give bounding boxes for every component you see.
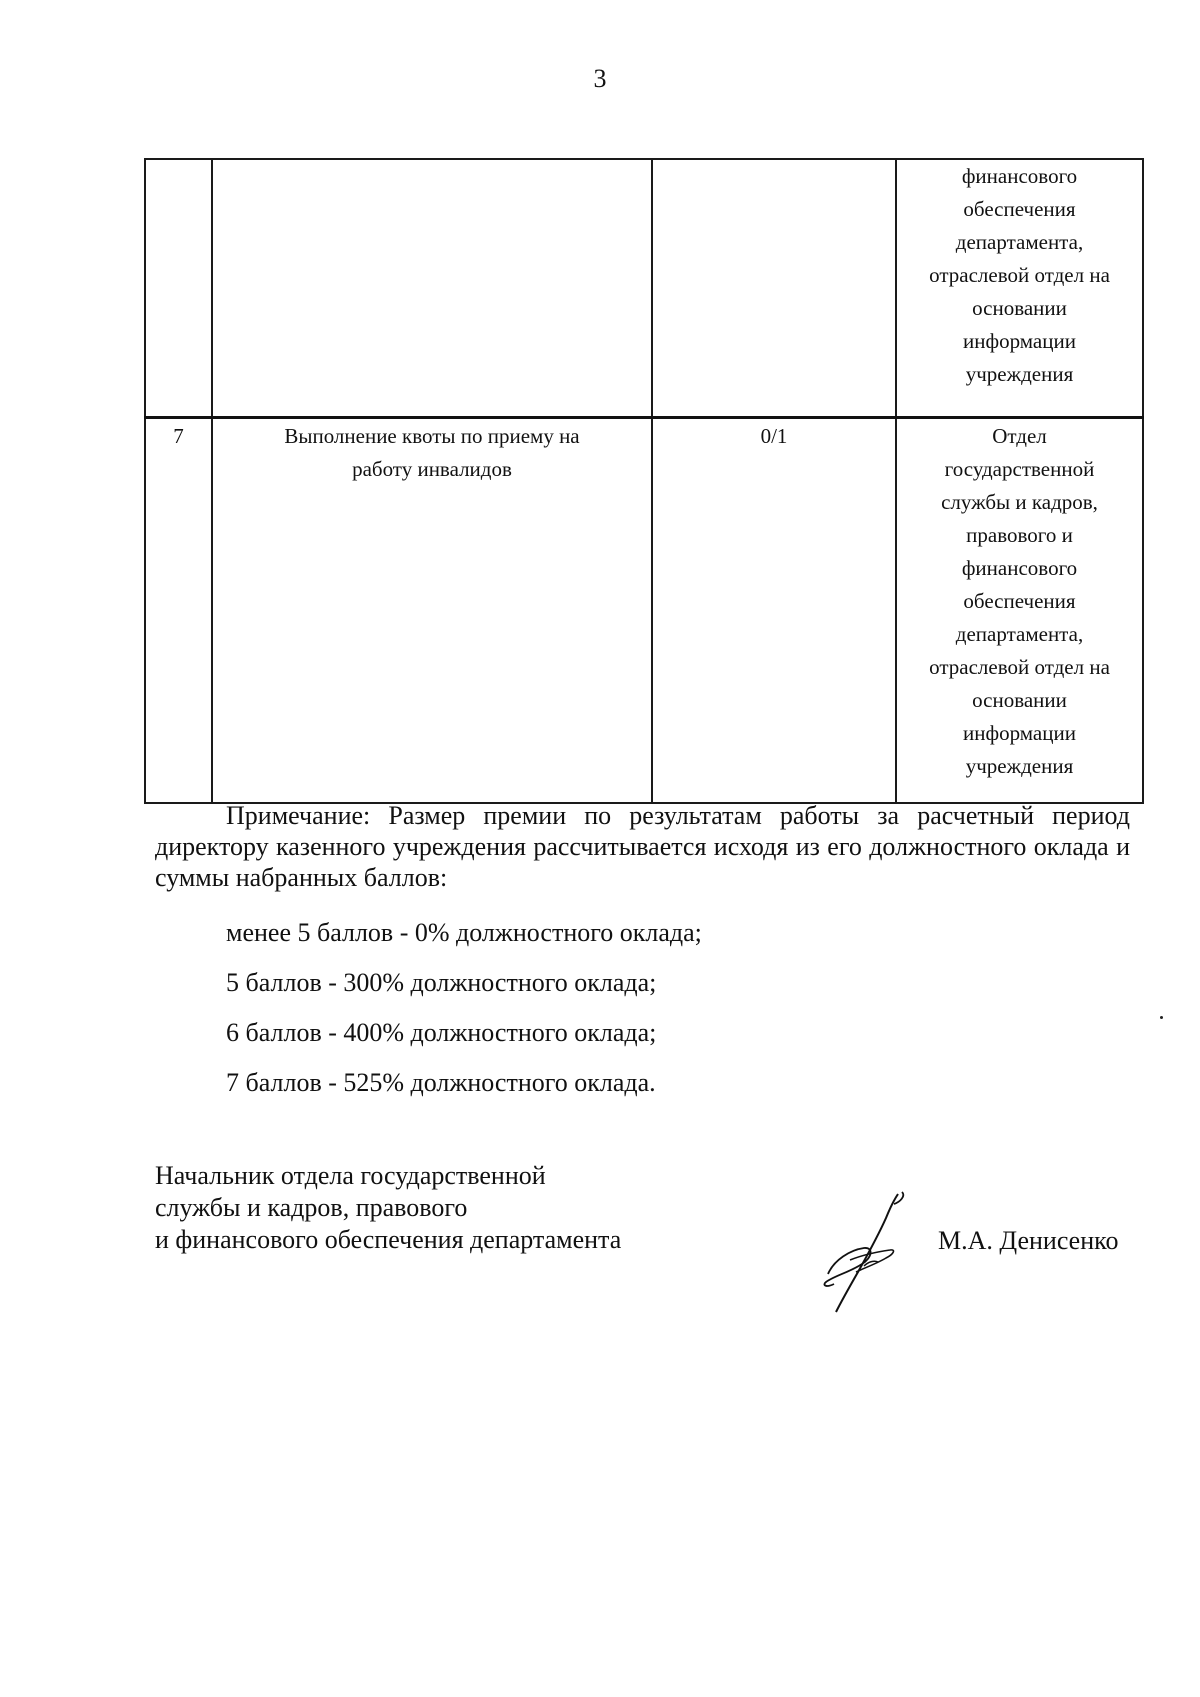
responsible-line: Отдел — [992, 424, 1047, 448]
scan-speck — [1160, 1016, 1163, 1019]
responsible-line: учреждения — [965, 754, 1074, 778]
responsible-line: обеспечения — [963, 589, 1076, 613]
responsible-line: обеспечения — [963, 197, 1076, 221]
responsible-line: основании — [972, 688, 1067, 712]
cell-criterion — [212, 418, 652, 804]
table-row-continued — [145, 159, 1143, 418]
responsible-line: государственной — [944, 457, 1095, 481]
score-line: 7 баллов - 525% должностного оклада. — [226, 1068, 656, 1097]
cell-number — [145, 159, 212, 418]
cell-responsible — [896, 418, 1143, 804]
criterion-line: работу инвалидов — [352, 457, 512, 481]
cell-number: 7 — [145, 418, 212, 804]
responsible-line: финансового — [961, 164, 1078, 188]
signer-position-line: Начальник отдела государственной — [155, 1161, 546, 1190]
cell-responsible — [896, 159, 1143, 418]
responsible-line: правового и — [966, 523, 1073, 547]
score-line: менее 5 баллов - 0% должностного оклада; — [226, 918, 702, 947]
page-number: 3 — [593, 64, 607, 93]
criterion-line: Выполнение квоты по приему на — [284, 424, 580, 448]
responsible-line: отраслевой отдел на — [929, 655, 1110, 679]
responsible-line: основании — [972, 296, 1067, 320]
score-line: 5 баллов - 300% должностного оклада; — [226, 968, 657, 997]
cell-criterion — [212, 159, 652, 418]
responsible-line: информации — [963, 721, 1076, 745]
table-row-7 — [145, 418, 1143, 804]
handwritten-signature — [820, 1190, 930, 1315]
responsible-line: департамента, — [955, 622, 1084, 646]
cell-value — [652, 159, 896, 418]
score-line: 6 баллов - 400% должностного оклада; — [226, 1018, 657, 1047]
signer-name: М.А. Денисенко — [938, 1226, 1119, 1255]
responsible-line: отраслевой отдел на — [929, 263, 1110, 287]
responsible-line: учреждения — [965, 362, 1074, 386]
cell-value: 0/1 — [652, 418, 896, 804]
signer-position-line: и финансового обеспечения департамента — [155, 1225, 622, 1254]
responsible-line: финансового — [961, 556, 1078, 580]
criteria-table — [144, 158, 1144, 804]
responsible-line: службы и кадров, — [941, 490, 1098, 514]
responsible-line: информации — [963, 329, 1076, 353]
responsible-line: департамента, — [955, 230, 1084, 254]
signer-position — [155, 1160, 621, 1256]
note-paragraph: Примечание: Размер премии по результатам работы за расчетный период директору казенного учреждения рассчитывается исходя из его должностного оклада и суммы набранных баллов: — [155, 801, 1130, 892]
signer-position-line: службы и кадров, правового — [155, 1193, 468, 1222]
